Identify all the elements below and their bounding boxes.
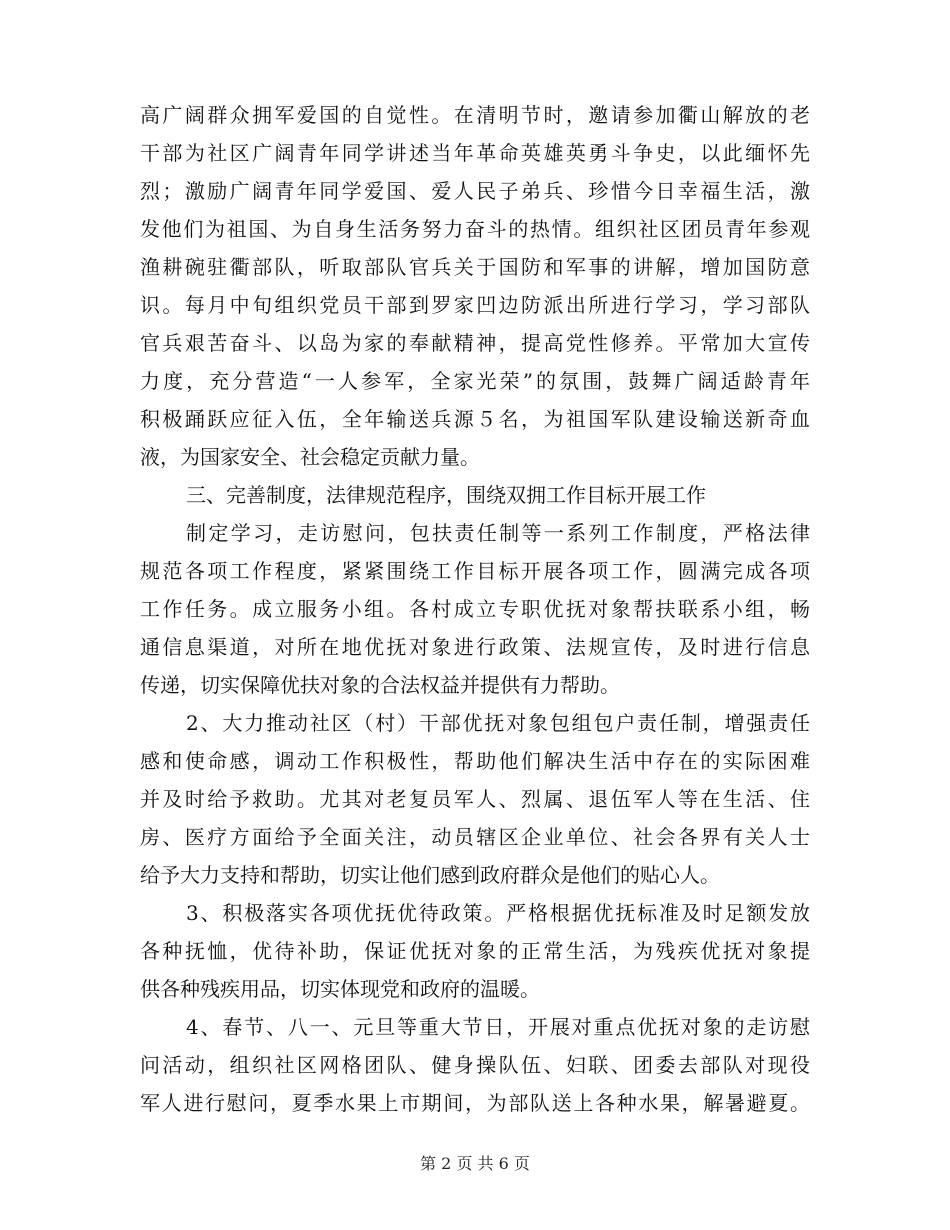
text-line: 力度，充分营造“一人参军，全家光荣”的氛围，鼓舞广阔适龄青年 [140, 369, 810, 393]
text-line: 干部为社区广阔青年同学讲述当年革命英雄英勇斗争史，以此缅怀先 [140, 141, 810, 165]
page-footer: 第 2 页 共 6 页 [420, 1154, 530, 1173]
text-line: 2、大力推动社区（村）干部优抚对象包组包户责任制，增强责任 [186, 711, 810, 735]
text-line: 积极踊跃应征入伍，全年输送兵源５名，为祖国军队建设输送新奇血 [140, 407, 810, 431]
text-line: 通信息渠道，对所在地优抚对象进行政策、法规宣传，及时进行信息 [140, 635, 810, 659]
text-line: 房、医疗方面给予全面关注，动员辖区企业单位、社会各界有关人士 [140, 825, 810, 849]
text-line: 3、积极落实各项优抚优待政策。严格根据优抚标准及时足额发放 [186, 901, 810, 925]
text-line: 发他们为祖国、为自身生活务努力奋斗的热情。组织社区团员青年参观 [140, 217, 810, 241]
text-line: 高广阔群众拥军爱国的自觉性。在清明节时，邀请参加衢山解放的老 [140, 103, 810, 127]
text-line: 制定学习，走访慰问，包扶责任制等一系列工作制度，严格法律 [186, 521, 810, 545]
text-line: 传递，切实保障优扶对象的合法权益并提供有力帮助。 [140, 673, 620, 697]
text-line: 问活动，组织社区网格团队、健身操队伍、妇联、团委去部队对现役 [140, 1053, 810, 1077]
text-line: 军人进行慰问，夏季水果上市期间，为部队送上各种水果，解暑避夏。 [140, 1091, 810, 1115]
section-heading: 三、完善制度，法律规范程序，围绕双拥工作目标开展工作 [186, 483, 706, 507]
text-line: 工作任务。成立服务小组。各村成立专职优抚对象帮扶联系小组，畅 [140, 597, 810, 621]
text-line: 烈；激励广阔青年同学爱国、爱人民子弟兵、珍惜今日幸福生活，激 [140, 179, 810, 203]
text-line: 4、春节、八一、元旦等重大节日，开展对重点优抚对象的走访慰 [186, 1015, 810, 1039]
text-line: 液，为国家安全、社会稳定贡献力量。 [140, 445, 480, 469]
document-body [140, 96, 810, 1122]
text-line: 官兵艰苦奋斗、以岛为家的奉献精神，提高党性修养。平常加大宣传 [140, 331, 810, 355]
text-line: 并及时给予救助。尤其对老复员军人、烈属、退伍军人等在生活、住 [140, 787, 810, 811]
text-line: 感和使命感，调动工作积极性，帮助他们解决生活中存在的实际困难 [140, 749, 810, 773]
text-line: 给予大力支持和帮助，切实让他们感到政府群众是他们的贴心人。 [140, 863, 720, 887]
text-line: 各种抚恤，优待补助，保证优抚对象的正常生活，为残疾优抚对象提 [140, 939, 810, 963]
text-line: 识。每月中旬组织党员干部到罗家凹边防派出所进行学习，学习部队 [140, 293, 810, 317]
text-line: 规范各项工作程度，紧紧围绕工作目标开展各项工作，圆满完成各项 [140, 559, 810, 583]
text-line: 供各种残疾用品，切实体现党和政府的温暖。 [140, 977, 540, 1001]
text-line: 渔耕碗驻衢部队，听取部队官兵关于国防和军事的讲解，增加国防意 [140, 255, 810, 279]
